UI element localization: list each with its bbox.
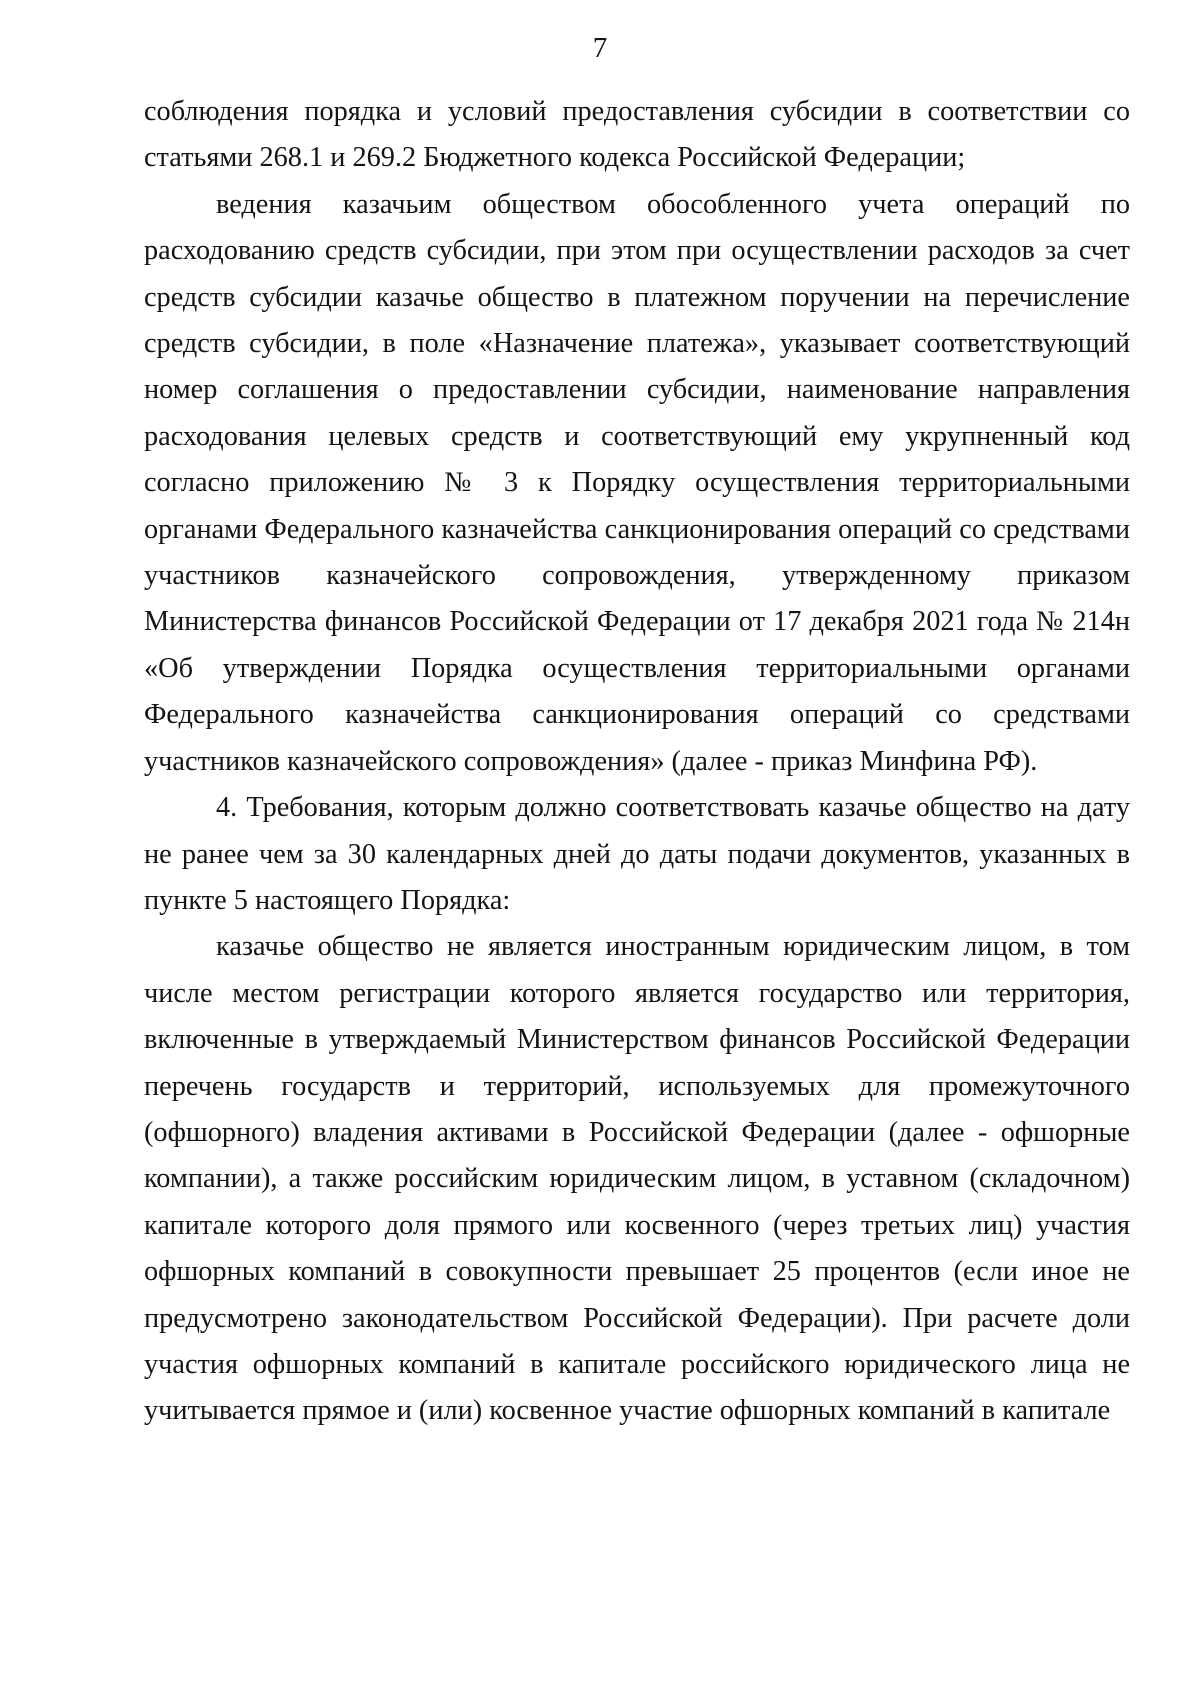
page-number: 7 [592,32,608,64]
paragraph-separate-accounting: ведения казачьим обществом обособленного учета операций по расходованию средств субсидии, при этом при осуществлении расходов за счет средств субсидии казачье общество в платежном поручении на перечисление средств субсидии, в поле «Назначение платежа», указывает соответствующий номер соглашения о предоставлении субсидии, наименование направления расходования целевых средств и соответствующий ему укрупненный код согласно приложению № 3 к Порядку осуществления территориальными органами Федерального казначейства санкционирования операций со средствами участников казначейского сопровождения, утвержденному приказом Министерства финансов Российской Федерации от 17 декабря 2021 года № 214н «Об утверждении Порядка осуществления территориальными органами Федерального казначейства санкционирования операций со средствами участников казначейского сопровождения» (далее - приказ Минфина РФ). [144,188,1130,777]
paragraph-offshore-requirement: казачье общество не является иностранным юридическим лицом, в том числе местом регистрации которого является государство или территория, включенные в утверждаемый Министерством финансов Российской Федерации перечень государств и территорий, используемых для промежуточного (офшорного) владения активами в Российской Федерации (далее - офшорные компании), а также российским юридическим лицом, в уставном (складочном) капитале которого доля прямого или косвенного (через третьих лиц) участия офшорных компаний в совокупности превышает 25 процентов (если иное не предусмотрено законодательством Российской Федерации). При расчете доли участия офшорных компаний в капитале российского юридического лица не учитывается прямое и (или) косвенное участие офшорных компаний в капитале [144,931,1130,1427]
document-body [144,89,1130,1435]
paragraph-compliance-control: соблюдения порядка и условий предоставления субсидии в соответствии со статьями 268.1 и 269.2 Бюджетного кодекса Российской Федерации; [144,96,1130,174]
paragraph-requirements-item-4: 4. Требования, которым должно соответствовать казачье общество на дату не ранее чем за 30 календарных дней до даты подачи документов, указанных в пункте 5 настоящего Порядка: [144,792,1130,916]
